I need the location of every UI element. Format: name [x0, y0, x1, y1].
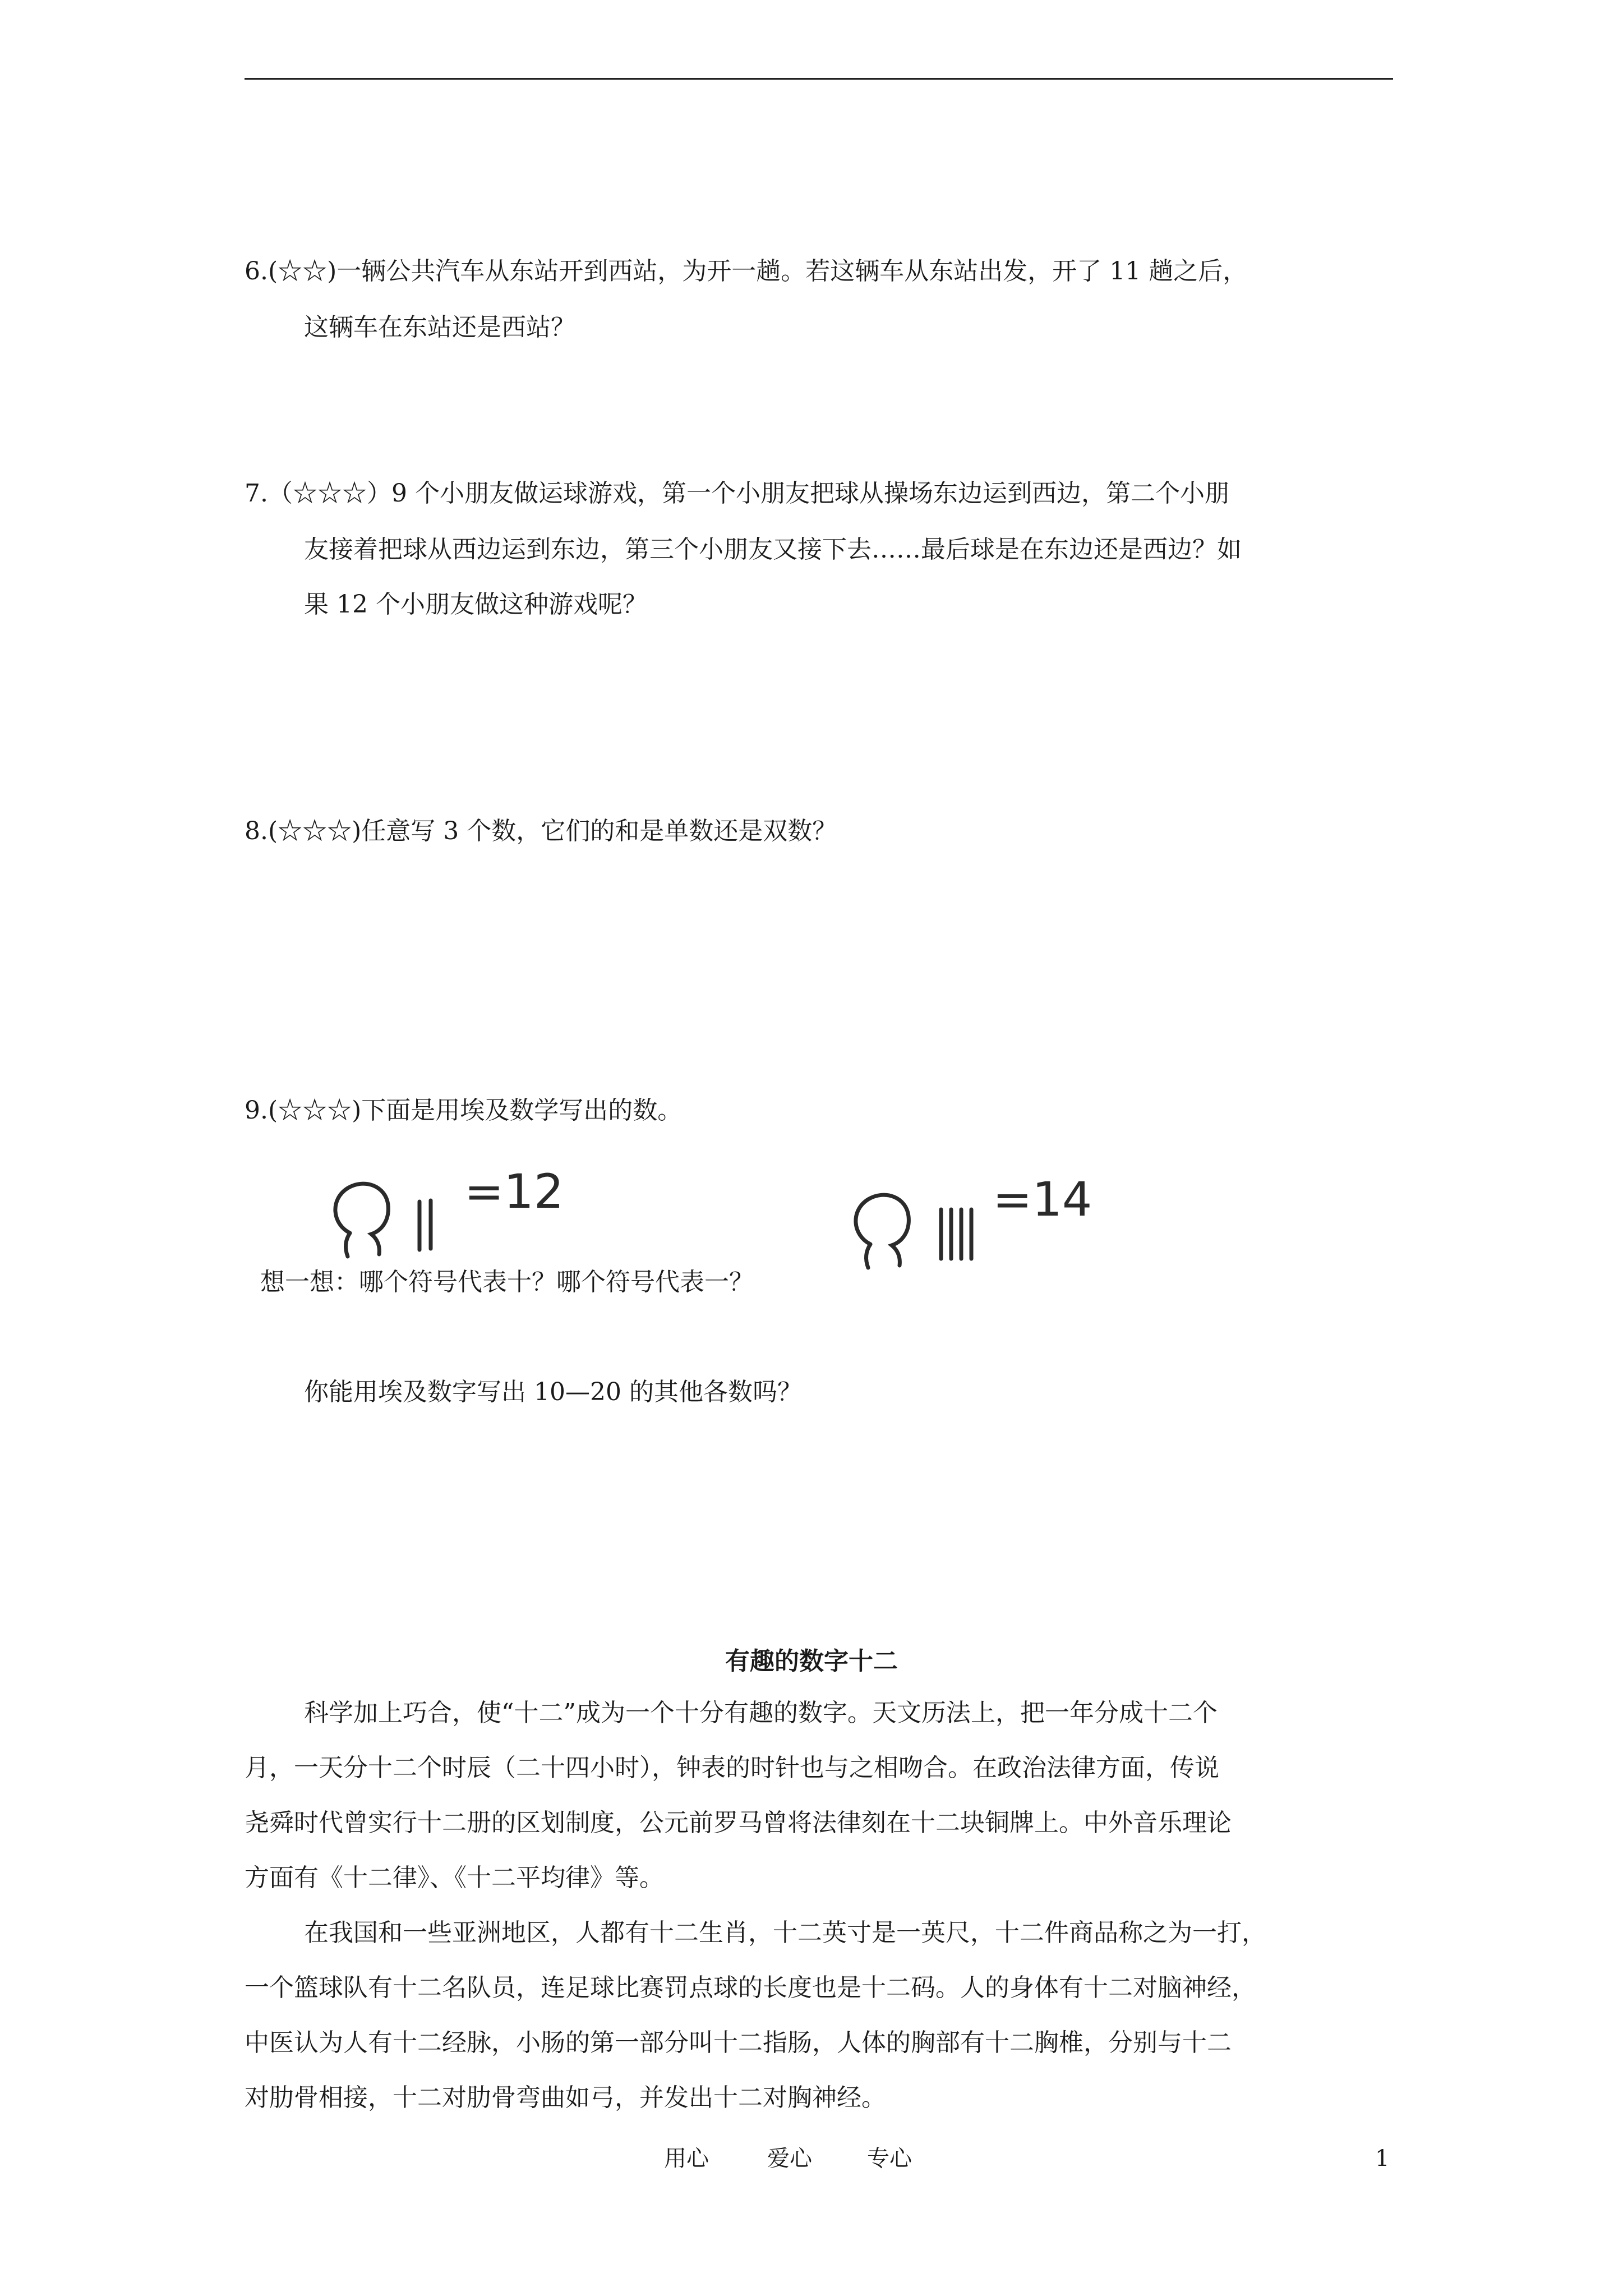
article-p2-line-4: 对肋骨相接，十二对肋骨弯曲如弓，并发出十二对胸神经。	[245, 2083, 886, 2112]
question-7-line-2: 友接着把球从西边运到东边，第三个小朋友又接下去……最后球是在东边还是西边？如	[304, 535, 1242, 564]
question-9-think: 想一想：哪个符号代表十？哪个符号代表一？	[260, 1268, 754, 1296]
question-9-line-1: 9.(☆☆☆)下面是用埃及数学写出的数。	[245, 1096, 683, 1125]
equation-value-14: =14	[993, 1172, 1092, 1227]
article-p1-line-4: 方面有《十二律》、《十二平均律》等。	[245, 1864, 664, 1892]
question-7-line-3: 果 12 个小朋友做这种游戏呢？	[304, 590, 647, 619]
question-7-line-1: 7.（☆☆☆）9 个小朋友做运球游戏，第一个小朋友把球从操场东边运到西边，第二个小朋	[245, 479, 1229, 508]
ten-symbol-icon	[856, 1195, 909, 1266]
footer-motto-2: 爱心	[767, 2146, 812, 2171]
question-6-line-2: 这辆车在东站还是西站？	[304, 313, 575, 342]
article-p2-line-3: 中医认为人有十二经脉，小肠的第一部分叫十二指肠，人体的胸部有十二胸椎，分别与十二	[245, 2028, 1232, 2057]
question-8-line-1: 8.(☆☆☆)任意写 3 个数，它们的和是单数还是双数？	[245, 817, 837, 845]
article-p1-line-2: 月，一天分十二个时辰（二十四小时），钟表的时针也与之相吻合。在政治法律方面，传说	[245, 1754, 1219, 1782]
header-rule	[245, 78, 1393, 80]
article-p1-line-1: 科学加上巧合，使“十二”成为一个十分有趣的数字。天文历法上，把一年分成十二个	[304, 1699, 1218, 1727]
ten-symbol-icon	[335, 1184, 388, 1254]
egyptian-numeral-14	[846, 1177, 1014, 1278]
article-p2-line-1: 在我国和一些亚洲地区，人都有十二生肖，十二英寸是一英尺，十二件商品称之为一打，	[304, 1918, 1266, 1947]
page-number: 1	[1375, 2146, 1390, 2171]
footer-motto-1: 用心	[664, 2146, 709, 2171]
article-p2-line-2: 一个篮球队有十二名队员，连足球比赛罚点球的长度也是十二码。人的身体有十二对脑神经，	[245, 1973, 1256, 2002]
question-9-ask: 你能用埃及数字写出 10—20 的其他各数吗？	[304, 1378, 802, 1406]
footer-motto-3: 专心	[867, 2146, 912, 2171]
article-p1-line-3: 尧舜时代曾实行十二册的区划制度，公元前罗马曾将法律刻在十二块铜牌上。中外音乐理论	[245, 1809, 1232, 1837]
equation-value-12: =12	[464, 1164, 564, 1219]
article-title: 有趣的数字十二	[725, 1647, 898, 1676]
question-6-line-1: 6.(☆☆)一辆公共汽车从东站开到西站，为开一趟。若这辆车从东站出发，开了 11 趟之后，	[245, 257, 1248, 286]
